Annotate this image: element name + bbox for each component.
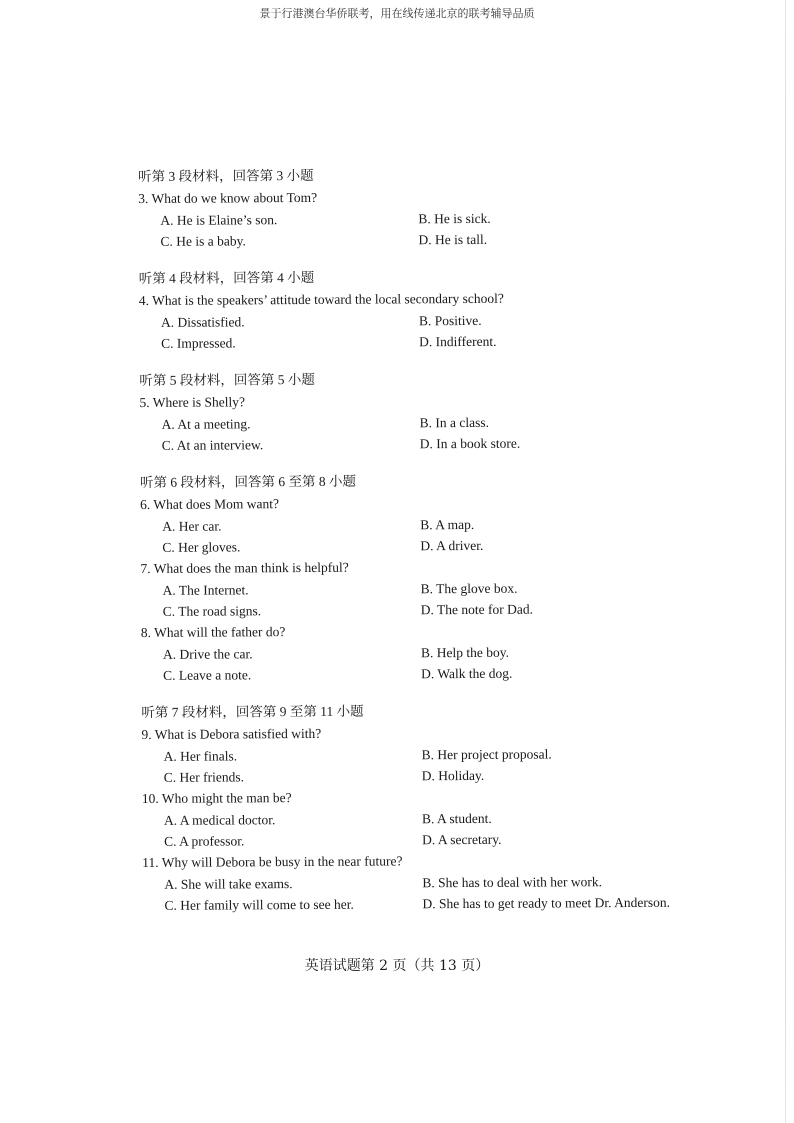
options-4 xyxy=(139,309,699,354)
options-8 xyxy=(141,641,701,686)
question-content xyxy=(138,163,703,932)
option-c: C. Her friends. xyxy=(163,769,245,785)
option-b: B. She has to deal with her work. xyxy=(422,874,603,891)
options-9 xyxy=(142,743,702,788)
option-b: B. A student. xyxy=(421,810,492,827)
section-title: 听第 5 段材料，回答第 5 小题 xyxy=(139,371,315,388)
section-title: 听第 4 段材料，回答第 4 小题 xyxy=(138,269,315,286)
section-7 xyxy=(141,699,702,916)
question-11: 11. Why will Debora be busy in the near future? xyxy=(142,853,403,870)
option-b: B. Help the boy. xyxy=(420,644,510,661)
option-a: A. He is Elaine’s son. xyxy=(160,212,278,228)
question-5: 5. Where is Shelly? xyxy=(139,394,245,410)
option-d: D. He is tall. xyxy=(418,231,488,248)
section-title: 听第 7 段材料，回答第 9 至第 11 小题 xyxy=(141,703,364,720)
option-b: B. He is sick. xyxy=(418,210,491,227)
option-c: C. Her family will come to see her. xyxy=(164,896,354,913)
section-title: 听第 3 段材料，回答第 3 小题 xyxy=(138,167,314,184)
page-header: 景于行港澳台华侨联考，用在线传递北京的联考辅导品质 xyxy=(259,7,535,20)
option-d: D. Holiday. xyxy=(421,767,485,784)
option-c: C. At an interview. xyxy=(161,437,264,453)
question-10: 10. Who might the man be? xyxy=(141,790,292,806)
question-7: 7. What does the man think is helpful? xyxy=(140,559,349,576)
options-3 xyxy=(138,207,698,252)
option-b: B. Positive. xyxy=(418,312,482,329)
option-a: A. Drive the car. xyxy=(162,646,253,662)
option-d: D. Indifferent. xyxy=(419,333,497,350)
option-d: D. A driver. xyxy=(420,537,484,554)
option-b: B. Her project proposal. xyxy=(421,746,552,763)
option-b: B. A map. xyxy=(420,516,475,533)
option-b: B. The glove box. xyxy=(420,580,518,597)
section-4 xyxy=(139,265,700,354)
question-3: 3. What do we know about Tom? xyxy=(138,189,318,206)
page-footer: 英语试题第 2 页（共 13 页） xyxy=(304,958,490,974)
option-d: D. The note for Dad. xyxy=(420,601,533,618)
option-c: C. Her gloves. xyxy=(162,539,241,555)
option-a: A. Her finals. xyxy=(163,748,238,764)
option-c: C. He is a baby. xyxy=(160,233,246,249)
option-d: D. A secretary. xyxy=(422,831,502,848)
options-11 xyxy=(142,871,702,916)
options-7 xyxy=(141,577,701,622)
option-d: D. In a book store. xyxy=(419,435,521,452)
option-d: D. Walk the dog. xyxy=(421,665,513,682)
option-c: C. A professor. xyxy=(164,833,245,849)
options-6 xyxy=(140,513,700,558)
section-3 xyxy=(138,163,699,252)
question-6: 6. What does Mom want? xyxy=(140,496,279,512)
option-a: A. At a meeting. xyxy=(161,416,251,432)
option-a: A. Dissatisfied. xyxy=(160,314,245,330)
option-a: A. A medical doctor. xyxy=(163,812,276,828)
option-d: D. She has to get ready to meet Dr. Anderson. xyxy=(422,894,671,912)
options-5 xyxy=(140,411,700,456)
section-6 xyxy=(140,469,701,686)
option-a: A. The Internet. xyxy=(162,582,249,598)
option-c: C. The road signs. xyxy=(162,603,262,619)
option-a: A. She will take exams. xyxy=(164,876,293,892)
options-10 xyxy=(142,807,702,852)
option-a: A. Her car. xyxy=(162,518,222,534)
option-c: C. Leave a note. xyxy=(163,667,252,683)
question-9: 9. What is Debora satisfied with? xyxy=(141,725,322,742)
section-title: 听第 6 段材料，回答第 6 至第 8 小题 xyxy=(139,473,356,490)
option-c: C. Impressed. xyxy=(161,335,236,351)
option-b: B. In a class. xyxy=(419,414,489,431)
section-5 xyxy=(139,367,700,456)
question-4: 4. What is the speakers’ attitude toward the local secondary school? xyxy=(138,290,504,308)
question-8: 8. What will the father do? xyxy=(140,624,286,640)
